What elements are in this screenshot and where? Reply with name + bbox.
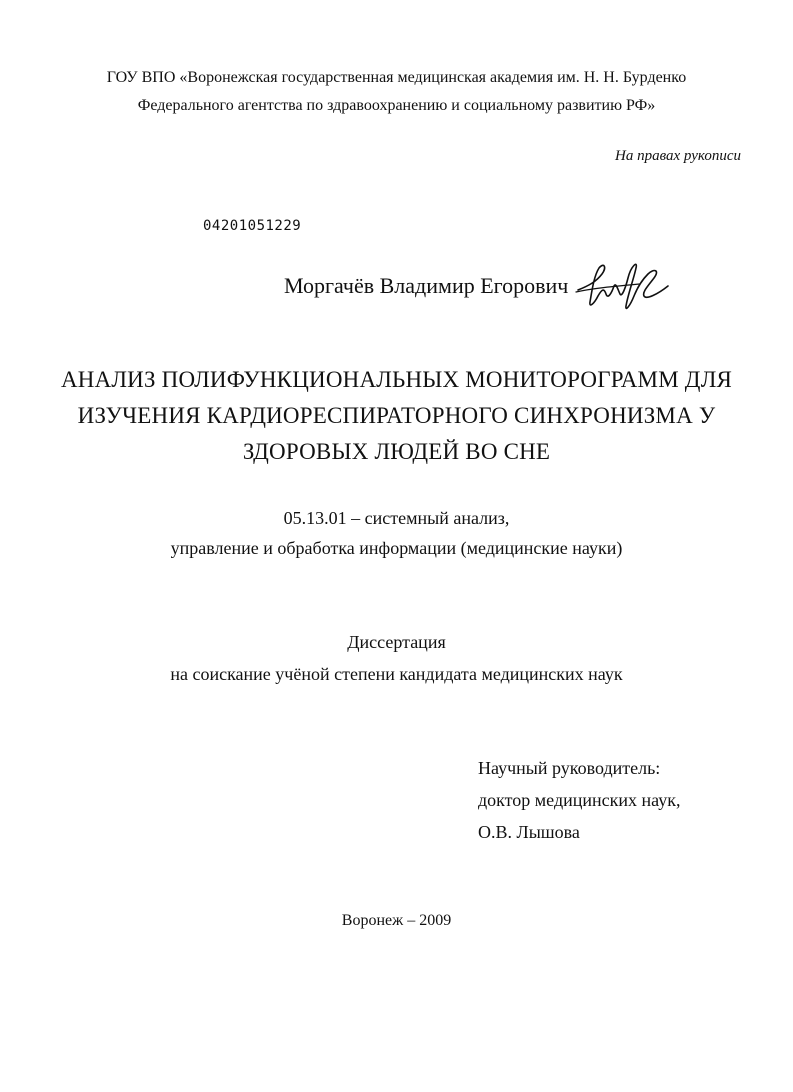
title-line-3: ЗДОРОВЫХ ЛЮДЕЙ ВО СНЕ: [242, 439, 551, 464]
city-year: Воронеж – 2009: [341, 912, 452, 929]
degree-line-1: Диссертация: [347, 632, 446, 652]
inventory-number: 04201051229: [203, 218, 302, 234]
degree-line-2: на соискание учёной степени кандидата медицинских наук: [170, 664, 623, 684]
organization-line-1: ГОУ ВПО «Воронежская государственная медицинская академия им. Н. Н. Бурденко: [106, 69, 687, 86]
title-line-1: АНАЛИЗ ПОЛИФУНКЦИОНАЛЬНЫХ МОНИТОРОГРАММ ДЛЯ: [60, 367, 733, 392]
specialty-line-2: управление и обработка информации (медицинские науки): [170, 538, 623, 558]
author-row: [284, 256, 674, 316]
supervisor-degree: доктор медицинских наук,: [478, 790, 681, 810]
author-name: Моргачёв Владимир Егорович: [284, 273, 569, 298]
title-line-2: ИЗУЧЕНИЯ КАРДИОРЕСПИРАТОРНОГО СИНХРОНИЗМА У: [77, 403, 716, 428]
author-signature: [574, 256, 674, 316]
organization-line-2: Федерального агентства по здравоохранению и социальному развитию РФ»: [137, 97, 656, 114]
supervisor-name: О.В. Лышова: [478, 822, 580, 842]
supervisor-block: [478, 752, 680, 848]
rights-note: На правах рукописи: [615, 148, 741, 164]
specialty-line-1: 05.13.01 – системный анализ,: [283, 508, 510, 528]
supervisor-label: Научный руководитель:: [478, 758, 661, 778]
